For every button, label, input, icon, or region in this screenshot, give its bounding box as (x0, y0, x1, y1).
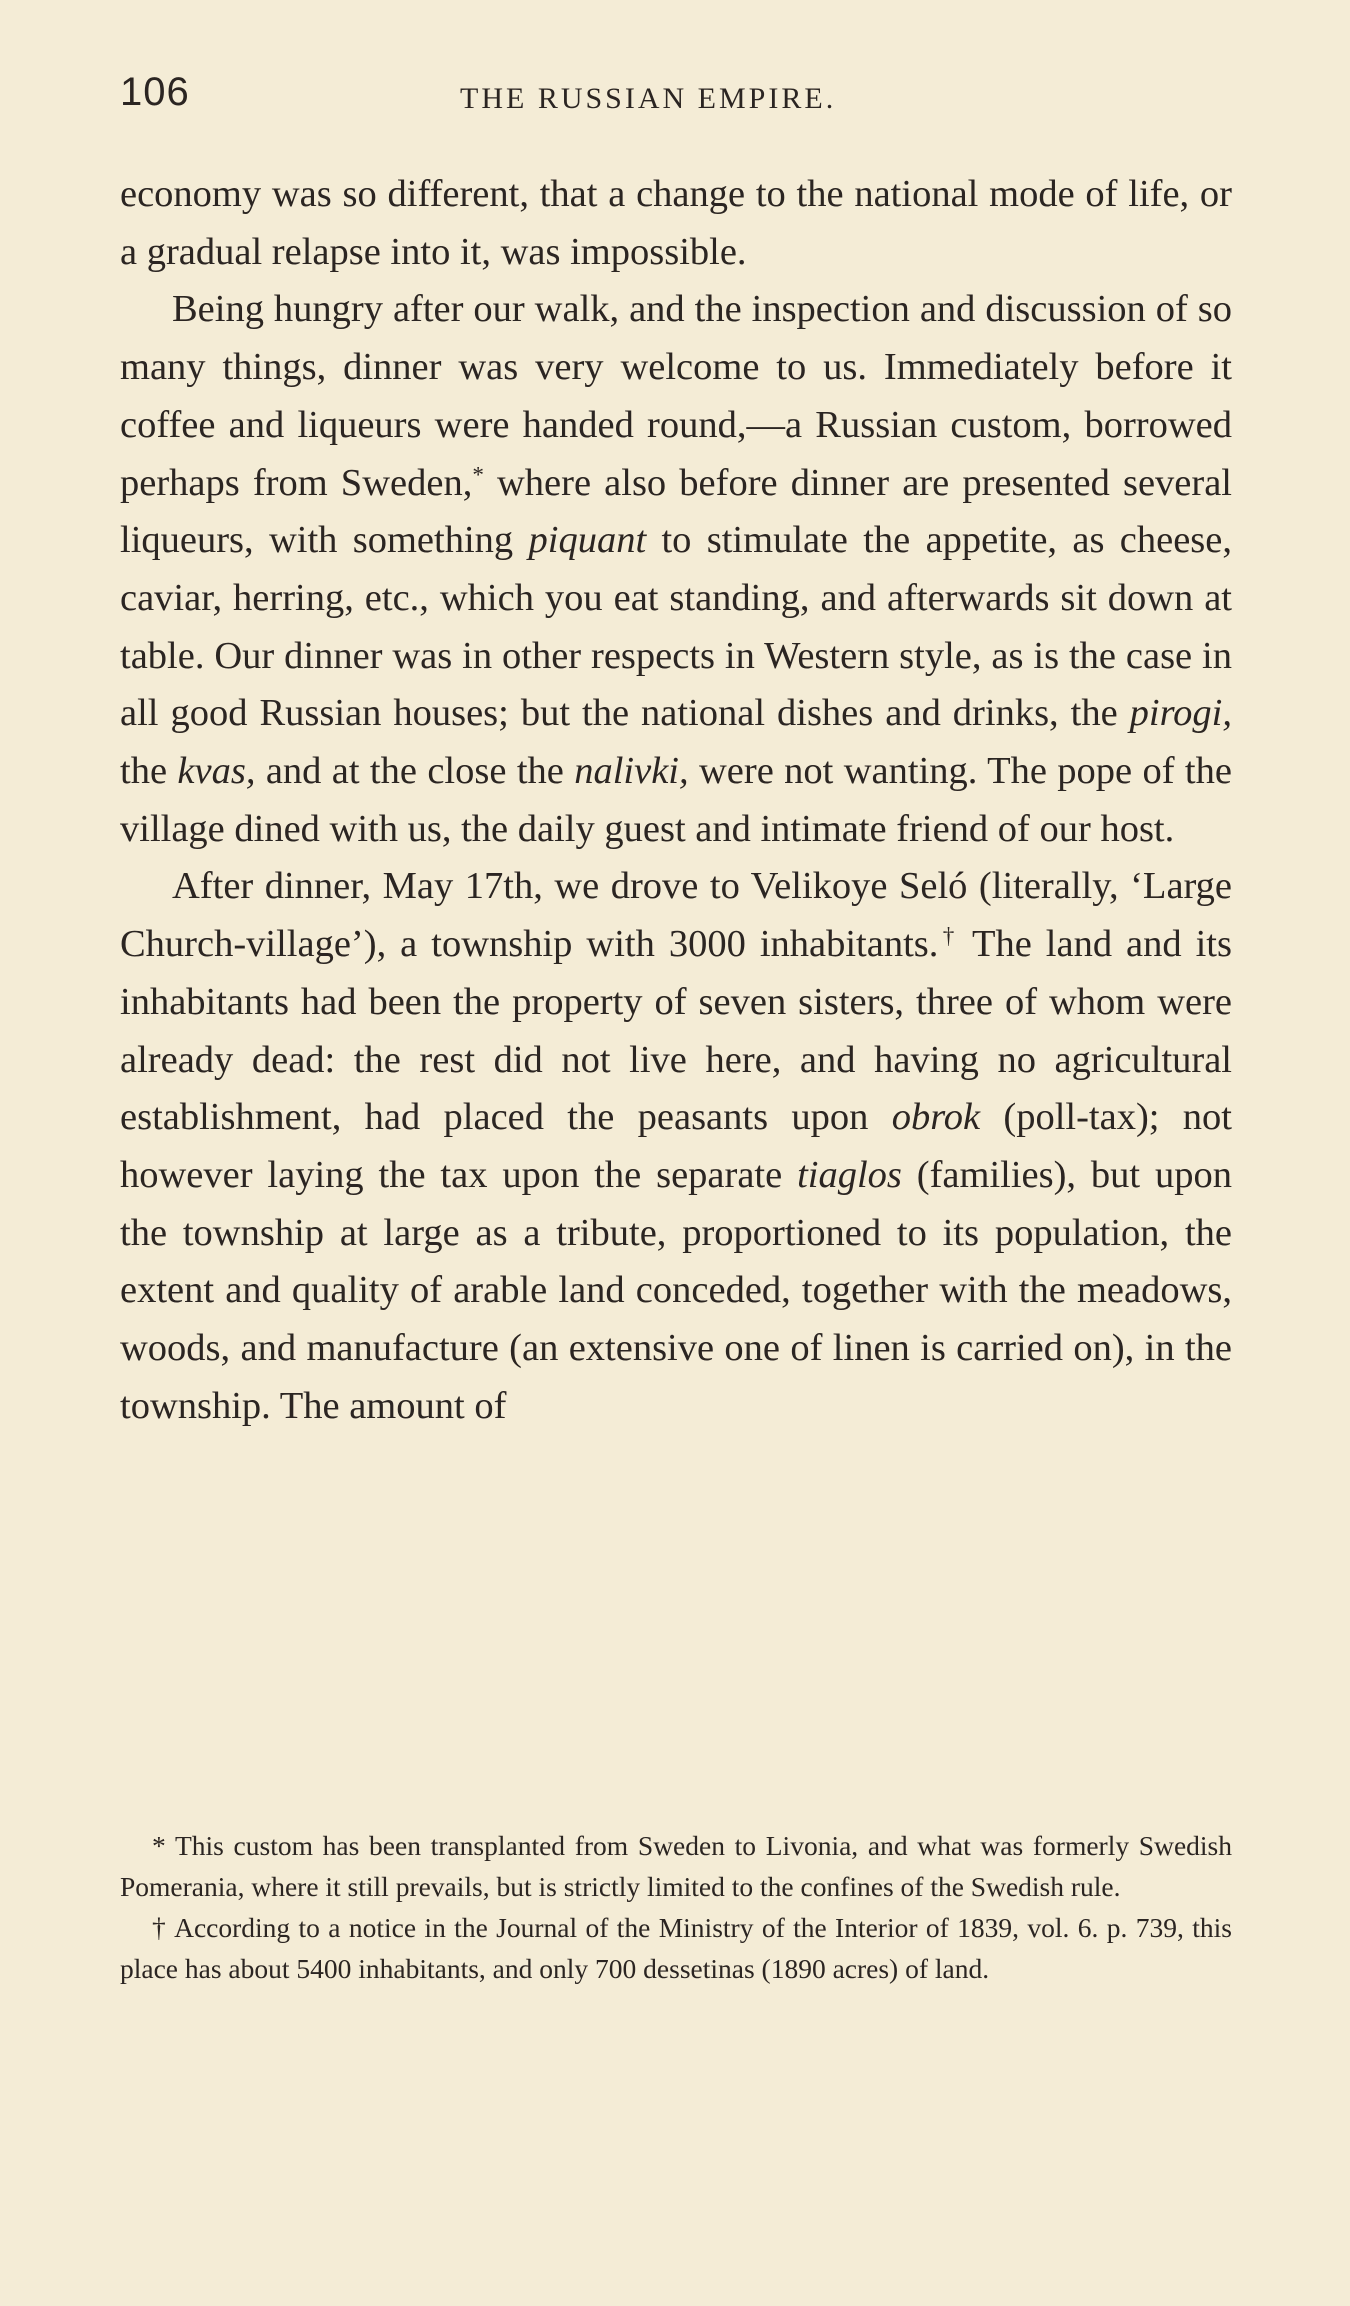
paragraph-2 (120, 281, 1232, 858)
italic-term-obrok: obrok (891, 1096, 981, 1139)
running-title: THE RUSSIAN EMPIRE. (460, 82, 837, 115)
italic-term-kvas: kvas, (177, 750, 256, 793)
body-text (120, 166, 1232, 1435)
italic-term-nalivki: nalivki, (574, 750, 689, 793)
text-run: (families), but upon the township at large as a tribute, proportioned to its population, the extent and quality of arable land conceded, together with the meadows, woods, and manufacture (an extensive one of linen is carried on), in the township. The amount of (120, 1153, 1232, 1427)
text-run: the (120, 750, 178, 793)
text-run: to stimulate the appetite, as cheese, caviar, herring, etc., which you eat standing, and afterwards sit down at table. Our dinner was in other respects in Western style, as is the case in all good Russian houses; but the national dishes and drinks, the (120, 519, 1232, 735)
text-run: and at the close the (255, 750, 575, 793)
text-run: The land and its inhabitants had been the property of seven sisters, three of whom were already dead: the rest did not live here, and having no agricultural establishment, had placed the peasants upon (120, 923, 1232, 1139)
running-head (120, 70, 1230, 120)
italic-term-tiaglos: tiaglos (797, 1153, 902, 1196)
paragraph-3 (120, 858, 1232, 1435)
footnote-mark-asterisk: * (472, 460, 484, 487)
italic-term-pirogi: pirogi, (1129, 692, 1232, 735)
footnote-mark-dagger: † (938, 922, 959, 949)
paragraph-1: economy was so different, that a change to the national mode of life, or a gradual relapse into it, was impossible. (120, 173, 1232, 273)
footnote-2: † According to a notice in the Journal of the Ministry of the Interior of 1839, vol. 6. p. 739, this place has about 5400 inhabitants, and only 700 dessetinas (1890 acres) of land. (120, 1912, 1232, 1984)
text-run: were not wanting. The pope of the village dined with us, the daily guest and intimate friend of our host. (120, 750, 1232, 850)
text-run: Being hungry after our walk, and the inspection and discussion of so many things, dinner was very welcome to us. Immediately before it coffee and liqueurs were handed round,—a Russian custom, borrowed perhaps from Sweden, (120, 288, 1232, 504)
text-run: After dinner, May 17th, we drove to Velikoye Seló (literally, ‘Large Church-village’), a township with 3000 inhabitants. (120, 865, 1232, 966)
page-number: 106 (120, 70, 190, 114)
italic-term-piquant: piquant (528, 519, 647, 562)
footnotes (120, 1825, 1232, 1989)
footnote-1: * This custom has been transplanted from Sweden to Livonia, and what was formerly Swedish Pomerania, where it still prevails, but is strictly limited to the confines of the Swedish rule. (120, 1830, 1232, 1902)
text-run: where also before dinner are presented several liqueurs, with something (120, 461, 1232, 562)
text-run: (poll-tax); not however laying the tax upon the separate (120, 1096, 1232, 1196)
